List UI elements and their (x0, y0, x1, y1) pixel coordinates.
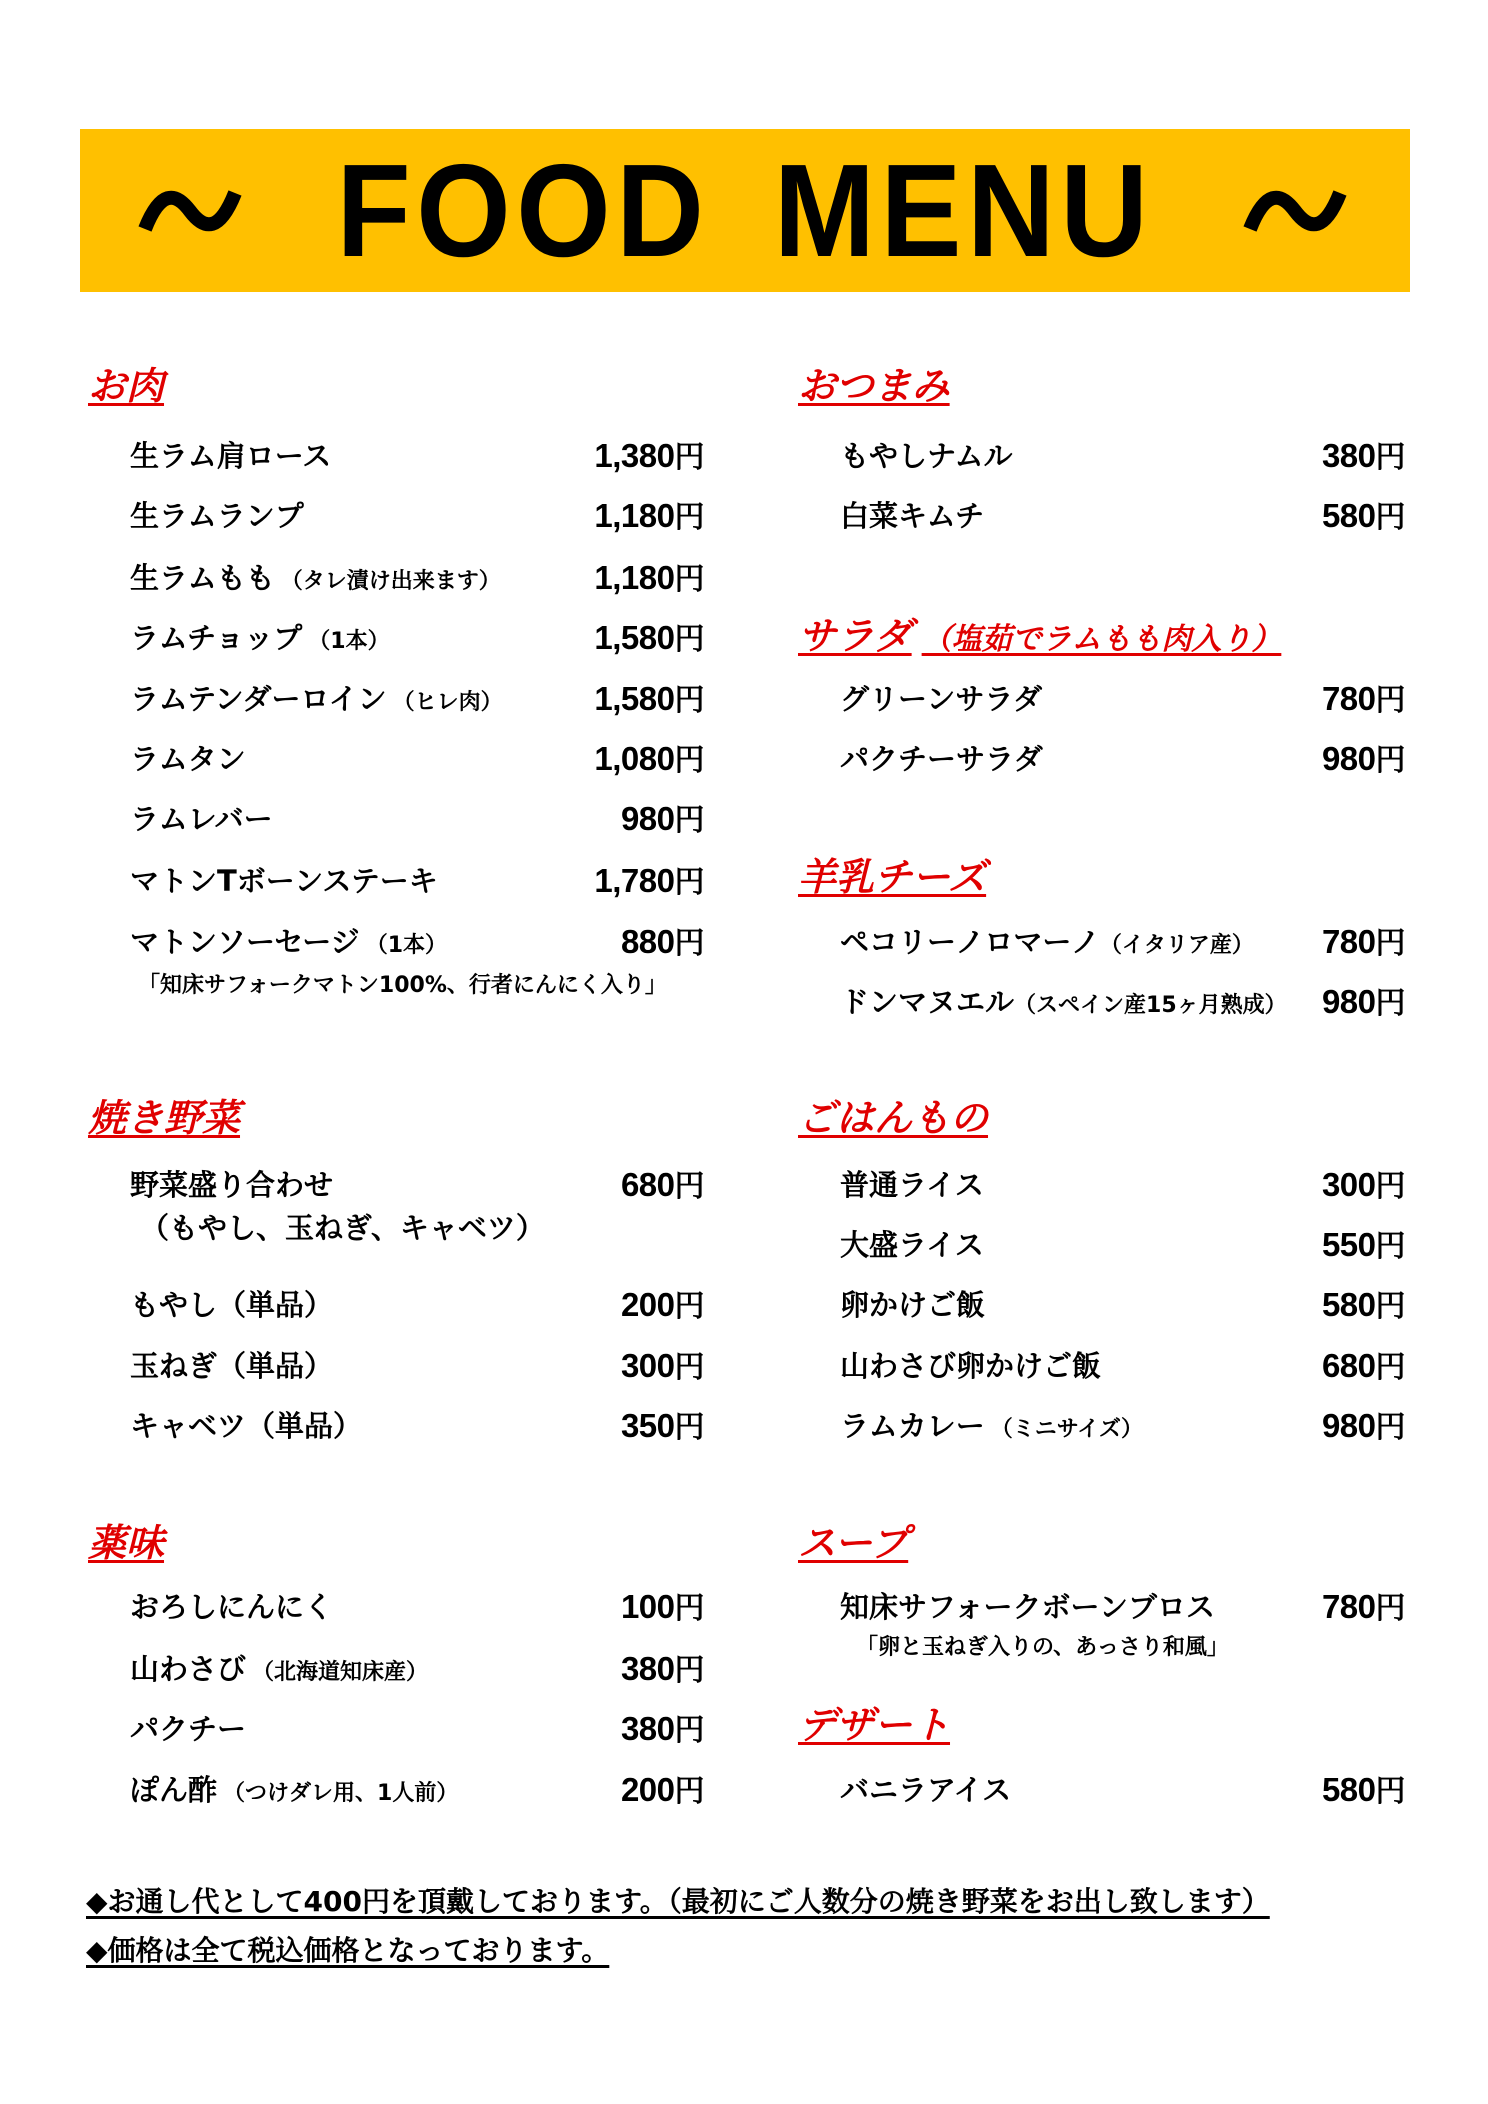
item-name: ドンマヌエル（スペイン産15ヶ月熟成） (840, 984, 1287, 1019)
item-name: バニラアイス (840, 1772, 1012, 1807)
item-price: 980円 (1321, 983, 1405, 1021)
item-note: （イタリア産） (1099, 932, 1254, 958)
item-name: ラムレバー (130, 801, 273, 836)
menu-item (130, 434, 704, 474)
page-title (133, 129, 1357, 292)
item-price: 980円 (620, 800, 704, 838)
item-price: 780円 (1321, 923, 1405, 961)
menu-item (840, 1404, 1405, 1444)
menu-item (840, 1768, 1405, 1808)
item-name: グリーンサラダ (840, 681, 1043, 716)
item-note: （北海道知床産） (252, 1659, 429, 1685)
item-price: 1,580円 (594, 619, 704, 657)
item-price: 380円 (1321, 437, 1405, 475)
menu-item (130, 1768, 704, 1808)
menu-item (130, 1585, 704, 1625)
item-name: 卵かけご飯 (840, 1287, 986, 1322)
footer-note-service-charge: ◆お通し代として400円を頂戴しております。（最初にご人数分の焼き野菜をお出し致します） (86, 1885, 1270, 1918)
item-name: 野菜盛り合わせ (130, 1167, 334, 1202)
item-description: 「卵と玉ねぎ入りの、あっさり和風」 (856, 1635, 1229, 1660)
menu-item (840, 1163, 1405, 1203)
item-price: 1,580円 (594, 680, 704, 718)
item-name: 山わさび （北海道知床産） (130, 1651, 429, 1686)
item-price: 580円 (1321, 1771, 1405, 1809)
menu-item (130, 616, 704, 656)
item-name: 玉ねぎ（単品） (130, 1348, 334, 1383)
item-name: ラムチョップ （1本） (130, 620, 390, 655)
menu-item (840, 1283, 1405, 1323)
item-price: 1,180円 (594, 559, 704, 597)
item-name: ペコリーノロマーノ（イタリア産） (840, 924, 1254, 959)
section-heading-grilled-vegetables: 焼き野菜 (88, 1096, 241, 1140)
item-price: 1,080円 (594, 740, 704, 778)
item-note: （スペイン産15ヶ月熟成） (1014, 992, 1287, 1018)
menu-item (840, 434, 1405, 474)
item-name: マトンTボーンステーキ (130, 863, 438, 898)
item-price: 680円 (620, 1166, 704, 1204)
item-note: （ミニサイズ） (990, 1416, 1143, 1442)
section-heading-sheep-cheese: 羊乳チーズ (798, 855, 987, 899)
section-heading-rice-dishes: ごはんもの (798, 1096, 989, 1140)
menu-item (130, 1707, 704, 1747)
item-price: 780円 (1321, 1588, 1405, 1626)
menu-item (130, 1283, 704, 1323)
item-name: マトンソーセージ （1本） (130, 924, 447, 959)
item-price: 300円 (620, 1347, 704, 1385)
item-price: 380円 (620, 1710, 704, 1748)
item-name: 知床サフォークボーンブロス (840, 1589, 1215, 1624)
title-word-food: FOOD (336, 136, 710, 284)
item-price: 680円 (1321, 1347, 1405, 1385)
menu-item (840, 920, 1405, 960)
item-price: 580円 (1321, 497, 1405, 535)
item-name: パクチーサラダ (840, 741, 1043, 776)
item-price: 1,180円 (594, 497, 704, 535)
item-price: 300円 (1321, 1166, 1405, 1204)
menu-item (130, 797, 704, 837)
item-name: 大盛ライス (840, 1227, 984, 1262)
menu-item (130, 494, 704, 534)
item-note: （1本） (308, 628, 390, 654)
item-name: もやしナムル (840, 438, 1013, 473)
menu-item (840, 1223, 1405, 1263)
item-name: ラムテンダーロイン （ヒレ肉） (130, 681, 503, 716)
menu-item (840, 677, 1405, 717)
menu-item-sub (140, 1206, 640, 1246)
menu-item (840, 737, 1405, 777)
item-price: 200円 (620, 1771, 704, 1809)
tilde-decoration-icon (1240, 171, 1350, 251)
menu-item (130, 556, 704, 596)
item-name: パクチー (130, 1711, 247, 1746)
menu-item (840, 1585, 1405, 1625)
menu-item (840, 1344, 1405, 1384)
title-banner (80, 129, 1410, 292)
item-name: ラムカレー （ミニサイズ） (840, 1408, 1143, 1443)
item-name: 生ラムもも （タレ漬け出来ます） (130, 560, 501, 595)
section-heading-meat: お肉 (88, 364, 165, 408)
menu-item (130, 1404, 704, 1444)
item-name: 生ラムランプ (130, 498, 304, 533)
item-name: キャベツ（単品） (130, 1408, 363, 1443)
item-price: 100円 (620, 1588, 704, 1626)
item-note: （つけダレ用、1人前） (223, 1780, 459, 1806)
menu-item (130, 1647, 704, 1687)
menu-item (130, 859, 704, 899)
item-name: 山わさび卵かけご飯 (840, 1348, 1102, 1383)
item-price: 580円 (1321, 1286, 1405, 1324)
item-price: 880円 (620, 923, 704, 961)
item-price: 380円 (620, 1650, 704, 1688)
item-price: 1,780円 (594, 862, 704, 900)
menu-item (840, 980, 1405, 1020)
menu-item (130, 1344, 704, 1384)
item-price: 980円 (1321, 740, 1405, 778)
item-price: 350円 (620, 1407, 704, 1445)
menu-item (130, 1163, 704, 1203)
item-name: 白菜キムチ (840, 498, 985, 533)
item-note: （タレ漬け出来ます） (280, 568, 501, 594)
item-description: 「知床サフォークマトン100%、行者にんにく入り」 (138, 973, 667, 998)
item-contents: （もやし、玉ねぎ、キャベツ） (140, 1210, 545, 1245)
menu-item (130, 737, 704, 777)
section-subheading: （塩茹でラムもも肉入り） (921, 622, 1282, 657)
item-name: ぽん酢 （つけダレ用、1人前） (130, 1772, 459, 1807)
item-name: もやし（単品） (130, 1287, 334, 1322)
section-heading-snacks: おつまみ (798, 364, 950, 408)
item-name: ラムタン (130, 741, 246, 776)
menu-item (130, 677, 704, 717)
menu-item (130, 920, 704, 960)
item-price: 980円 (1321, 1407, 1405, 1445)
item-name: おろしにんにく (130, 1589, 334, 1624)
item-name: 生ラム肩ロース (130, 438, 332, 473)
section-heading-salad: サラダ （塩茹でラムもも肉入り） (798, 614, 1282, 658)
item-price: 780円 (1321, 680, 1405, 718)
section-heading-dessert: デザート (798, 1703, 951, 1747)
item-note: （1本） (365, 932, 447, 958)
menu-item (840, 494, 1405, 534)
item-price: 550円 (1321, 1226, 1405, 1264)
item-name: 普通ライス (840, 1167, 984, 1202)
item-note: （ヒレ肉） (392, 689, 503, 715)
item-price: 1,380円 (594, 437, 704, 475)
title-word-menu: MENU (773, 136, 1154, 284)
item-price: 200円 (620, 1286, 704, 1324)
section-heading-soup: スープ (798, 1521, 909, 1565)
section-heading-condiments: 薬味 (88, 1521, 165, 1565)
footer-note-tax-included: ◆価格は全て税込価格となっております。 (86, 1934, 610, 1967)
